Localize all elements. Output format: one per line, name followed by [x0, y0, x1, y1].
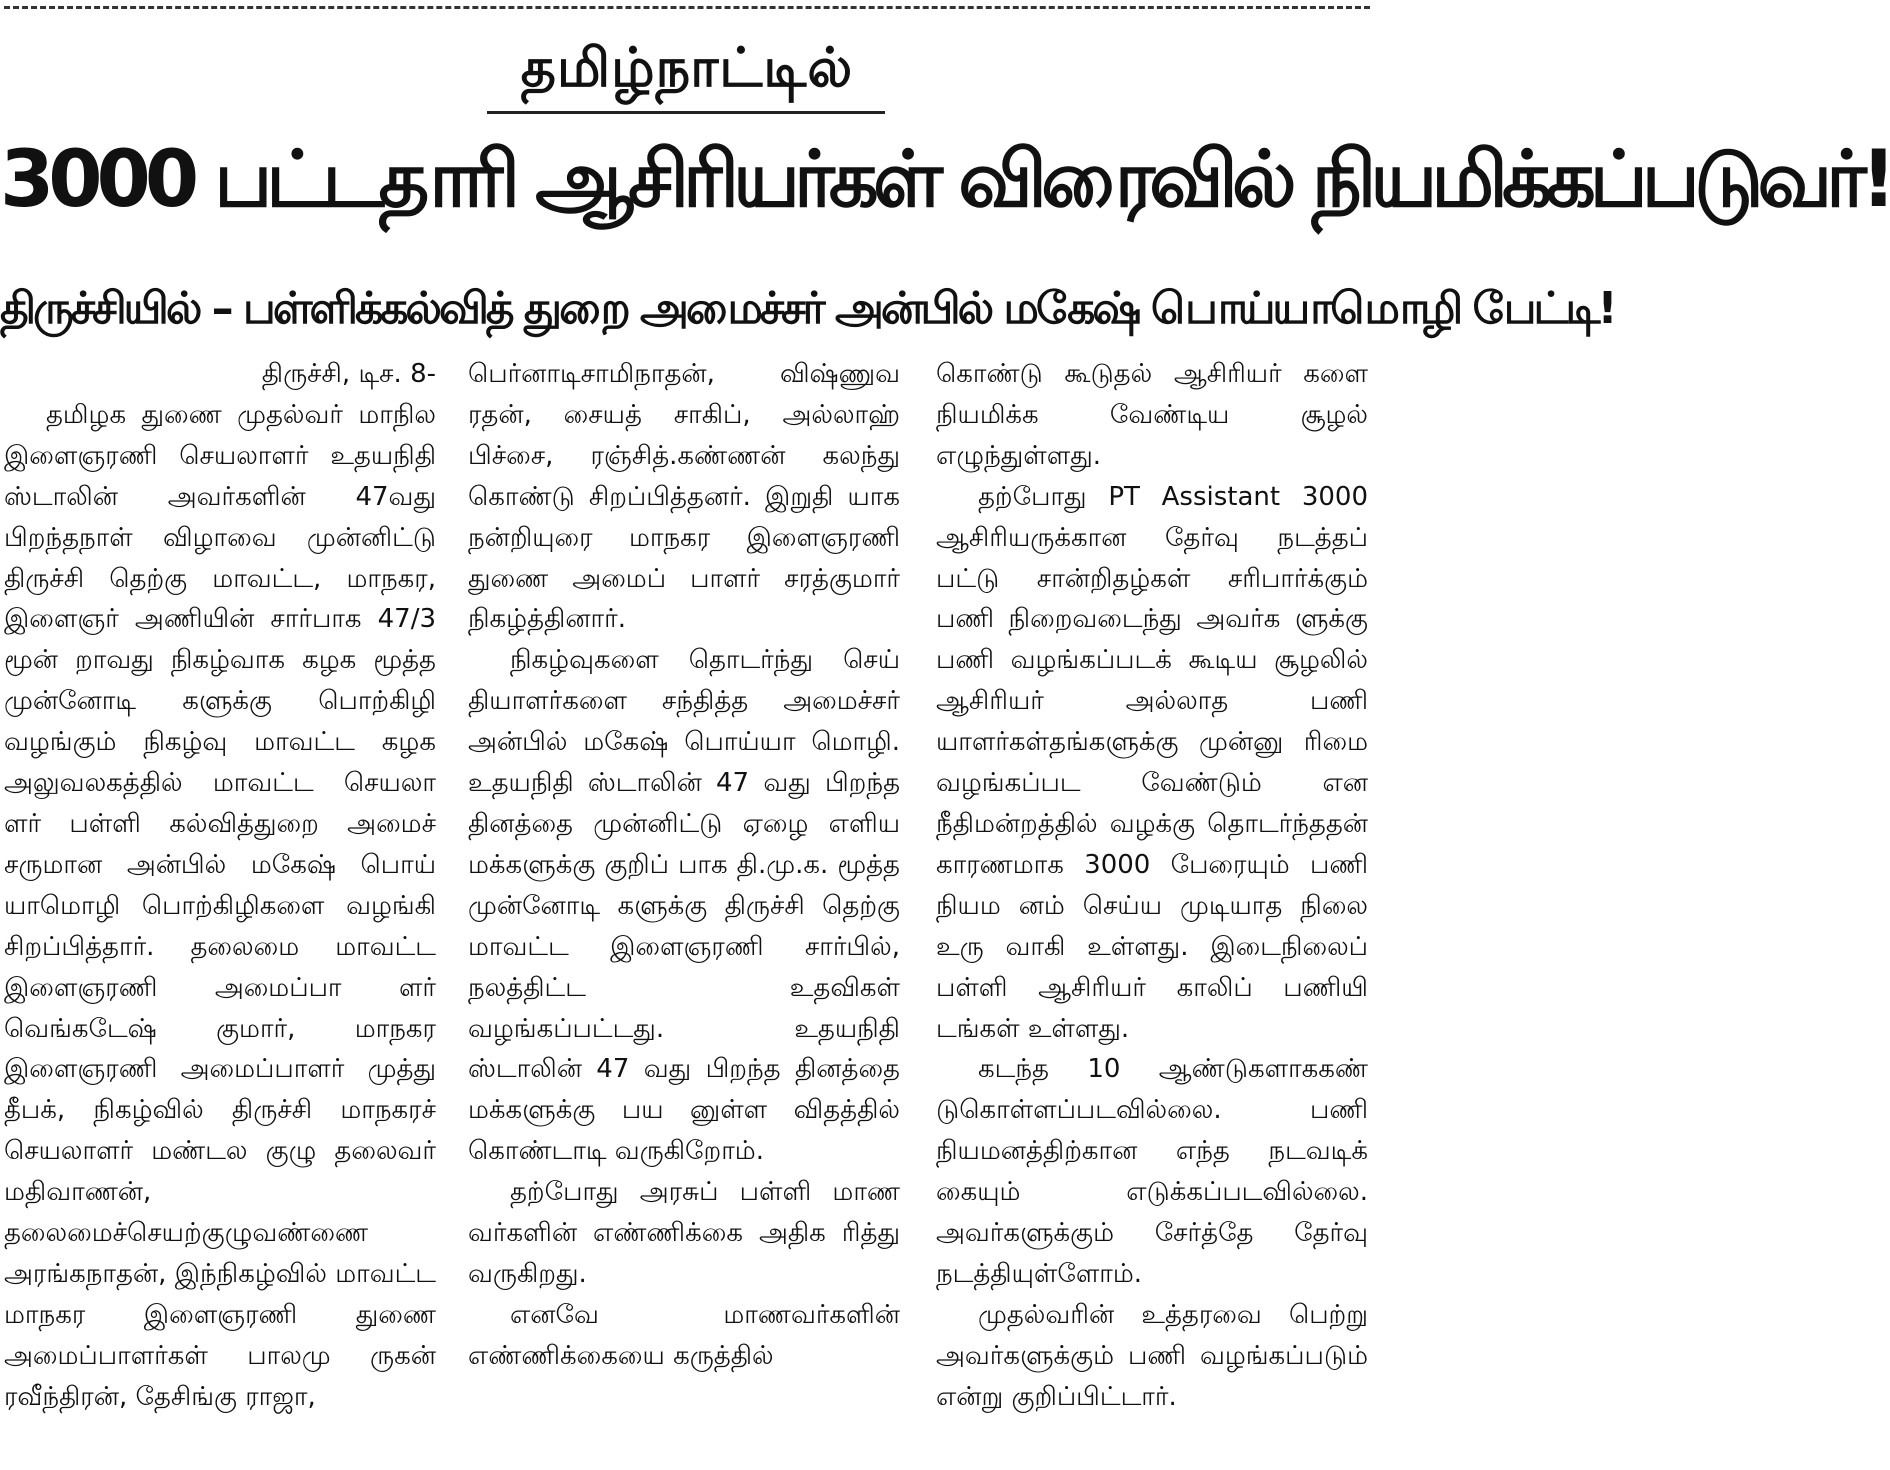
article-paragraph: தமிழக துணை முதல்வர் மாநில இளைஞரணி செயலாளர் உதயநிதி ஸ்டாலின் அவர்களின் 47வது பிறந்தநாள் விழாவை முன்னிட்டு திருச்சி தெற்கு மாவட்ட, மாநகர, இளைஞர் அணியின் சார்பாக 47/3 மூன் றாவது நிகழ்வாக கழக மூத்த முன்னோடி களுக்கு பொற்கிழி வழங்கும் நிகழ்வு மாவட்ட கழக அலுவலகத்தில் மாவட்ட செயலா ளர் பள்ளி கல்வித்துறை அமைச் சருமான அன்பில் மகேஷ் பொய் யாமொழி பொற்கிழிகளை வழங்கி சிறப்பித்தார். தலைமை மாவட்ட இளைஞரணி அமைப்பா ளர் வெங்கடேஷ் குமார், மாநகர இளைஞரணி அமைப்பாளர் முத்து தீபக், நிகழ்வில் திருச்சி மாநகரச் செயலாளர் மண்டல குழு தலைவர் மதிவாணன், தலைமைச்செயற்குழுவண்ணை அரங்கநாதன், இந்நிகழ்வில் மாவட்ட மாநகர இளைஞரணி துணை அமைப்பாளர்கள் பாலமு ருகன் ரவீந்திரன், தேசிங்கு ராஜா, — [4, 399, 436, 1412]
article-column-3 — [936, 354, 1368, 1466]
article-headline: 3000 பட்டதாரி ஆசிரியர்கள் விரைவில் நியமிக்கப்படுவர்! — [0, 135, 1890, 225]
article-paragraph: தற்போது PT Assistant 3000 ஆசிரியருக்கான தேர்வு நடத்தப் பட்டு சான்றிதழ்கள் சரிபார்க்கும் பணி நிறைவடைந்து அவர்க ளுக்கு பணி வழங்கப்படக் கூடிய சூழலில் ஆசிரியர் அல்லாத பணி யாளர்கள்தங்களுக்கு முன்னு ரிமை வழங்கப்பட வேண்டும் என நீதிமன்றத்தில் வழக்கு தொடர்ந்ததன் காரணமாக 3000 பேரையும் பணி நியம னம் செய்ய முடியாத நிலை உரு வாகி உள்ளது. இடைநிலைப் பள்ளி ஆசிரியர் காலிப் பணியி டங்கள் உள்ளது. — [936, 481, 1368, 1044]
article-dateline: திருச்சி, டிச. 8- — [261, 359, 436, 389]
article-paragraph: தற்போது அரசுப் பள்ளி மாண வர்களின் எண்ணிக்கை அதிக ரித்து வருகிறது. — [468, 1177, 900, 1289]
article-paragraph: கடந்த 10 ஆண்டுகளாககண் டுகொள்ளப்படவில்லை. பணி நியமனத்திற்கான எந்த நடவடிக் கையும் எடுக்கப்படவில்லை. அவர்களுக்கும் சேர்த்தே தேர்வு நடத்தியுள்ளோம். — [936, 1054, 1368, 1289]
article-paragraph: பெர்னாடிசாமிநாதன், விஷ்ணுவ ரதன், சையத் சாகிப், அல்லாஹ் பிச்சை, ரஞ்சித்.கண்ணன் கலந்து கொண்டு சிறப்பித்தனர். இறுதி யாக நன்றியுரை மாநகர இளைஞரணி துணை அமைப் பாளர் சரத்குமார் நிகழ்த்தினார். — [468, 359, 900, 635]
article-paragraph: எனவே மாணவர்களின் எண்ணிக்கையை கருத்தில் — [468, 1299, 900, 1371]
kicker-underline — [487, 111, 885, 114]
article-column-2 — [468, 354, 900, 1466]
article-paragraph: நிகழ்வுகளை தொடர்ந்து செய் தியாளர்களை சந்தித்த அமைச்சர் அன்பில் மகேஷ் பொய்யா மொழி. உதயநிதி ஸ்டாலின் 47 வது பிறந்த தினத்தை முன்னிட்டு ஏழை எளிய மக்களுக்கு குறிப் பாக தி.மு.க. மூத்த முன்னோடி களுக்கு திருச்சி தெற்கு மாவட்ட இளைஞரணி சார்பில், நலத்திட்ட உதவிகள் வழங்கப்பட்டது. உதயநிதி ஸ்டாலின் 47 வது பிறந்த தினத்தை மக்களுக்கு பய னுள்ள விதத்தில் கொண்டாடி வருகிறோம். — [468, 645, 900, 1167]
top-dashed-rule — [4, 6, 1370, 9]
article-kicker: தமிழ்நாட்டில் — [520, 36, 854, 99]
article-paragraph: கொண்டு கூடுதல் ஆசிரியர் களை நியமிக்க வேண்டிய சூழல் எழுந்துள்ளது. — [936, 359, 1368, 471]
article-subheadline: திருச்சியில் – பள்ளிக்கல்வித் துறை அமைச்சர் அன்பில் மகேஷ் பொய்யாமொழி பேட்டி! — [0, 283, 1615, 334]
article-column-1 — [4, 354, 436, 1466]
article-paragraph: முதல்வரின் உத்தரவை பெற்று அவர்களுக்கும் பணி வழங்கப்படும் என்று குறிப்பிட்டார். — [936, 1299, 1368, 1412]
